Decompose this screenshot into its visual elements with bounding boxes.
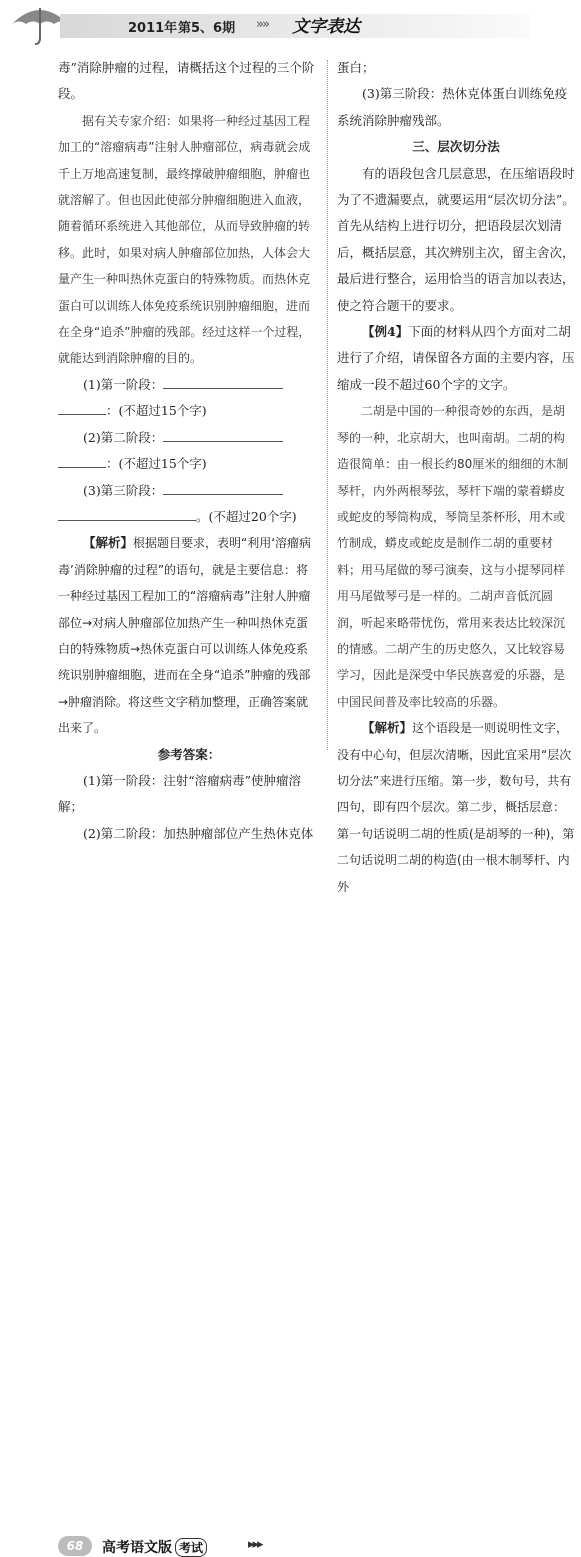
- footer-badge: 考试: [175, 1538, 207, 1557]
- stage1-label: (1)第一阶段：: [83, 376, 164, 392]
- analysis-tag-2: 【解析】: [362, 720, 413, 736]
- header-year: 2011年: [128, 21, 178, 36]
- stage2-limit-line: [58, 451, 320, 477]
- header-chevrons: »»: [256, 17, 268, 32]
- example-text: 下面的材料从四个方面对二胡进行了介绍，请保留各方面的主要内容，压缩成一段不超过60个字的文字。: [337, 324, 575, 392]
- analysis-tag: 【解析】: [83, 535, 134, 551]
- stage3-label: (3)第三阶段：: [83, 482, 164, 498]
- answer-blank-1b[interactable]: [58, 400, 106, 415]
- column-divider: [327, 60, 328, 750]
- answer-blank-2b[interactable]: [58, 453, 106, 468]
- stage1-limit: ：(不超过15个字): [106, 403, 207, 419]
- example-tag: 【例4】: [362, 324, 409, 340]
- stage1-prompt: [58, 372, 320, 398]
- footer-brand-text: 高考语文版: [102, 1540, 172, 1556]
- page-number: 68: [58, 1536, 92, 1556]
- answer-2: (2)第二阶段：加热肿瘤部位产生热休克体: [83, 825, 314, 841]
- stage2-label: (2)第二阶段：: [83, 429, 164, 445]
- stage2-limit: ：(不超过15个字): [106, 456, 207, 472]
- answer-blank-3[interactable]: [163, 480, 283, 495]
- stage2-prompt: [58, 425, 320, 451]
- footer-chevrons: ▸▸▸: [248, 1537, 262, 1552]
- analysis-text-2: 这个语段是一则说明性文字，没有中心句，但层次清晰，因此宜采用“层次切分法”来进行压缩。第一步，数句号，共有四句，即有四个层次。第二步，概括层意：第一句话说明二胡的性质(是胡琴的一种)，第二句话说明二胡的构造(由一根木制琴杆、内外: [337, 721, 575, 894]
- answer-title: 参考答案：: [157, 746, 221, 762]
- answer-1: (1)第一阶段：注射“溶瘤病毒”使肿瘤溶解；: [58, 772, 301, 815]
- page-header: [0, 0, 581, 46]
- stage3-limit: 。(不超过20个字): [196, 508, 297, 524]
- erhu-quote: 二胡是中国的一种很奇妙的东西，是胡琴的一种，北京胡大，也叫南胡。二胡的构造很简单：由一根长约80厘米的细细的木制琴杆，内外两根琴弦，琴杆下端的蒙着蟒皮或蛇皮的琴筒构成，琴筒呈茶杯形，用木或竹制成，蟒皮或蛇皮是制作二胡的重要材料；用马尾做的琴弓演奏，这与小提琴同样用马尾做琴弓是一样的。二胡声音低沉圆润，听起来略带忧伤，常用来表达比较深沉的情感。二胡产生的历史悠久，又比较容易学习，因此是深受中华民族喜爱的乐器，是中国民间普及率比较高的乐器。: [337, 404, 569, 709]
- stage1-limit-line: [58, 398, 320, 424]
- answer-blank-3b[interactable]: [58, 506, 196, 521]
- example-paragraph: [337, 319, 575, 398]
- question-tail: 毒”消除肿瘤的过程，请概括这个过程的三个阶段。: [58, 60, 315, 102]
- answer-blank-1[interactable]: [163, 374, 283, 389]
- analysis-paragraph: [58, 530, 320, 741]
- section-heading: 三、层次切分法: [412, 139, 500, 155]
- header-brand: 文字表达: [292, 17, 360, 37]
- stage3-limit-line: [58, 504, 320, 530]
- material-quote: 据有关专家介绍：如果将一种经过基因工程加工的“溶瘤病毒”注射人肿瘤部位，病毒就会成千上万地高速复制，最终撑破肿瘤细胞，肿瘤也就溶解了。但也因此使部分肿瘤细胞进入血液，随着循环系统进入其他部位，从而导致肿瘤的转移。此时，如果对病人肿瘤部位加热，人体会大量产生一种叫热休克蛋白的特殊物质。而热休克蛋白可以训练人体免疫系统识别肿瘤细胞，进而在全身“追杀”肿瘤的残部。经过这样一个过程，就能达到消除肿瘤的目的。: [58, 113, 311, 366]
- answer-3: (3)第三阶段：热休克体蛋白训练免疫系统消除肿瘤残部。: [337, 86, 568, 128]
- analysis-paragraph-2: [337, 715, 575, 900]
- footer-brand: [102, 1537, 207, 1557]
- analysis-text: 根据题目要求，表明“利用‘溶瘤病毒’消除肿瘤的过程”的语句，就是主要信息：将一种经过基因工程加工的“溶瘤病毒”注射人肿瘤部位→对病人肿瘤部位加热产生一种叫热休克蛋白的特殊物质→热休克蛋白可以训练人体免疫系统识别肿瘤细胞，进而在全身“追杀”肿瘤的残部→肿瘤消除。将这些文字稍加整理，正确答案就出来了。: [58, 536, 312, 736]
- section-intro: 有的语段包含几层意思，在压缩语段时为了不遗漏要点，就要运用“层次切分法”。首先从结构上进行切分，把语段层次划清后，概括层意，其次辨别主次，留主舍次，最后进行整合，运用恰当的语言加以表达，使之符合题干的要求。: [337, 165, 575, 313]
- left-column: [58, 55, 320, 847]
- answer-2-cont: 蛋白；: [337, 60, 375, 75]
- header-issue: 第5、6期: [178, 21, 236, 36]
- stage3-prompt: [58, 478, 320, 504]
- answer-blank-2[interactable]: [163, 427, 283, 442]
